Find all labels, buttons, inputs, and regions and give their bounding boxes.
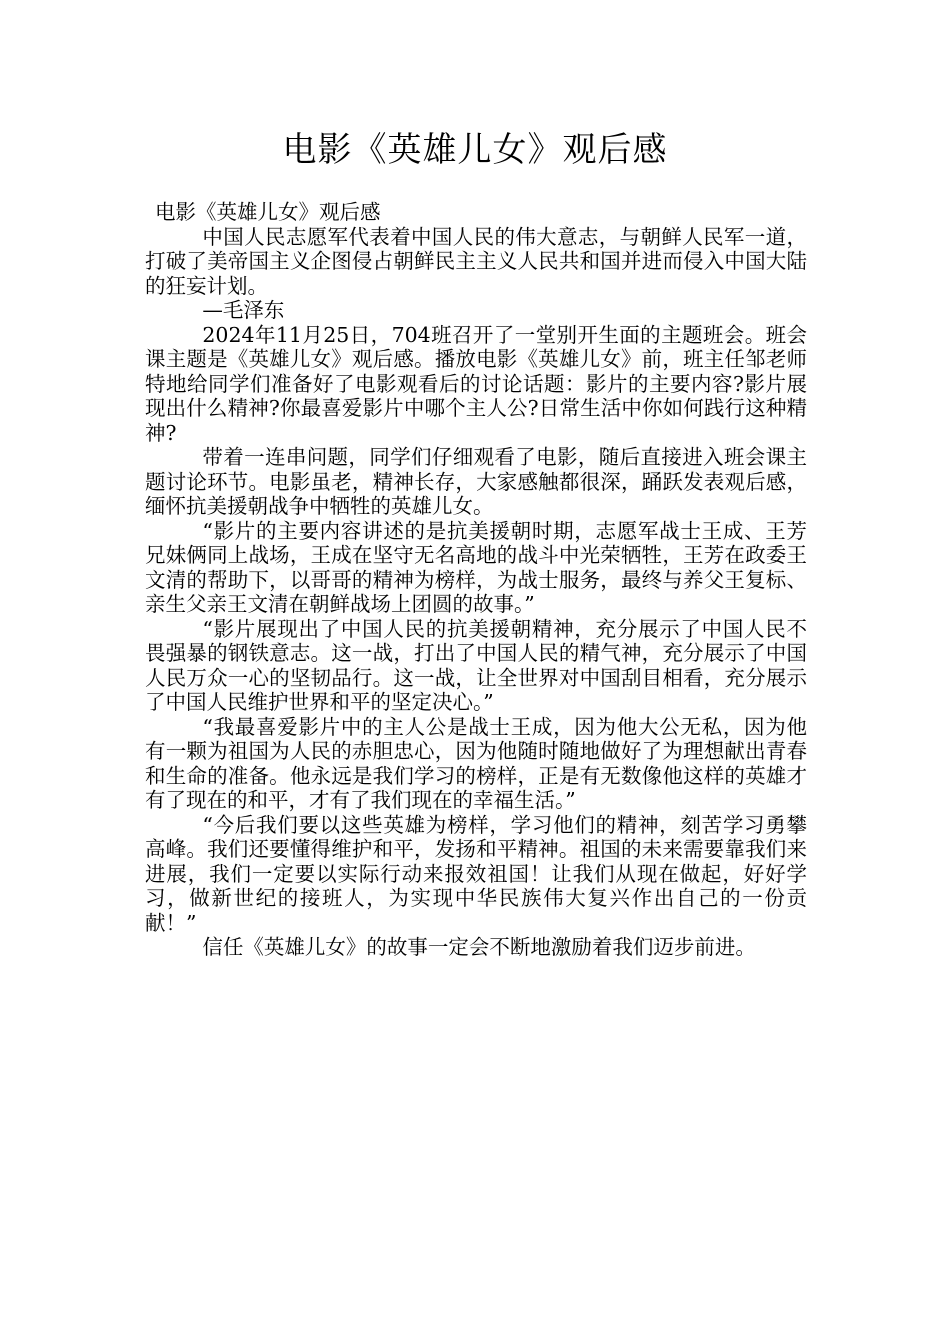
quote-paragraph: 中国人民志愿军代表着中国人民的伟大意志，与朝鲜人民军一道，打破了美帝国主义企图侵占朝鲜民主主义人民共和国并进而侵入中国大陆的狂妄计划。 xyxy=(145,224,807,298)
document-title: 电影《英雄儿女》观后感 xyxy=(282,130,668,170)
document-subtitle: 电影《英雄儿女》观后感 xyxy=(155,200,381,224)
body-paragraph: 带着一连串问题，同学们仔细观看了电影，随后直接进入班会课主题讨论环节。电影虽老，精神长存，大家感触都很深，踊跃发表观后感，缅怀抗美援朝战争中牺牲的英雄儿女。 xyxy=(145,445,807,518)
body-paragraph: “今后我们要以这些英雄为榜样，学习他们的精神，刻苦学习勇攀高峰。我们还要懂得维护和平，发扬和平精神。祖国的未来需要靠我们来进展，我们一定要以实际行动来报效祖国！让我们从现在做起，好好学习，做新世纪的接班人，为实现中华民族伟大复兴作出自己的一份贡献！” xyxy=(145,812,807,935)
closing-paragraph: 信任《英雄儿女》的故事一定会不断地激励着我们迈步前进。 xyxy=(202,935,756,959)
quote-author: —毛泽东 xyxy=(202,298,285,322)
body-paragraph: “影片的主要内容讲述的是抗美援朝时期，志愿军战士王成、王芳兄妹俩同上战场，王成在坚守无名高地的战斗中光荣牺牲，王芳在政委王文清的帮助下，以哥哥的精神为榜样，为战士服务，最终与养父王复标、亲生父亲王文清在朝鲜战场上团圆的故事。” xyxy=(145,518,807,616)
document-body xyxy=(145,200,807,960)
body-paragraph: “影片展现出了中国人民的抗美援朝精神，充分展示了中国人民不畏强暴的钢铁意志。这一战，打出了中国人民的精气神，充分展示了中国人民万众一心的坚韧品行。这一战，让全世界对中国刮目相看，充分展示了中国人民维护世界和平的坚定决心。” xyxy=(145,616,807,714)
body-paragraph: “我最喜爱影片中的主人公是战士王成，因为他大公无私，因为他有一颗为祖国为人民的赤胆忠心，因为他随时随地做好了为理想献出青春和生命的准备。他永远是我们学习的榜样，正是有无数像他这样的英雄才有了现在的和平，才有了我们现在的幸福生活。” xyxy=(145,714,807,812)
body-paragraph: 2024年11月25日，704班召开了一堂别开生面的主题班会。班会课主题是《英雄儿女》观后感。播放电影《英雄儿女》前，班主任邹老师特地给同学们准备好了电影观看后的讨论话题：影片的主要内容?影片展现出什么精神?你最喜爱影片中哪个主人公?日常生活中你如何践行这种精神? xyxy=(145,322,807,445)
